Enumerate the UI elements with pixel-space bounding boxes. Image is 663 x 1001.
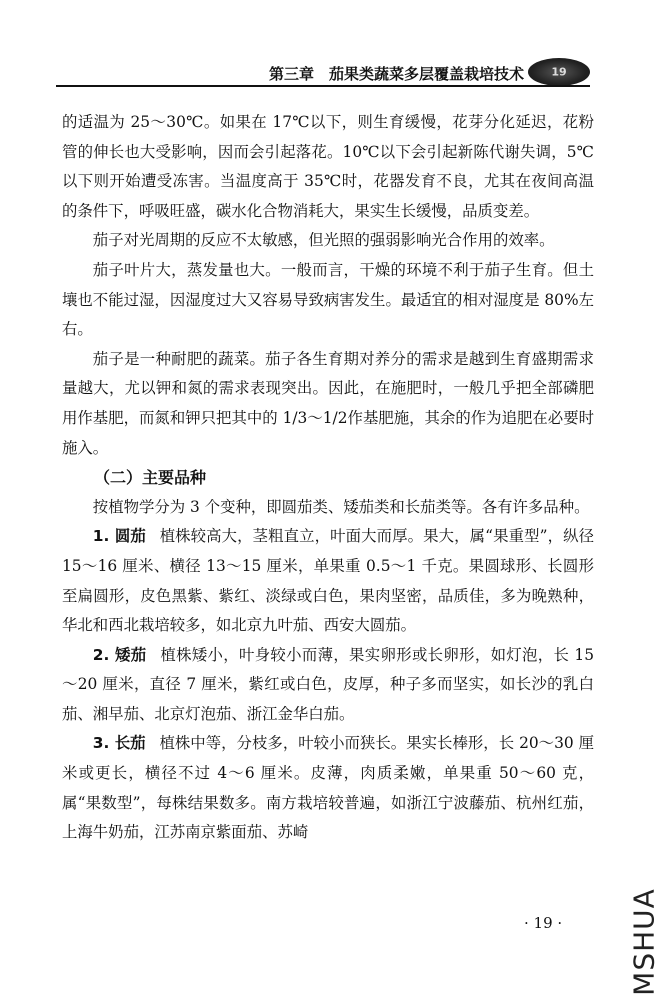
- variety-long-eggplant: [62, 729, 594, 847]
- variety-name: 2. 矮茄: [92, 645, 147, 664]
- variety-name: 3. 长茄: [92, 734, 146, 753]
- running-header: [56, 56, 590, 90]
- section-heading: （二）主要品种: [94, 468, 207, 488]
- variety-text: 植株中等，分枝多，叶较小而狭长。果实长棒形，长 20～30 厘米或更长，横径不过 4～6 厘米。皮薄，肉质柔嫩，单果重 50～60 克，属“果数型”，每株结果数多。南方栽培较普遍，如浙江宁波藤茄、杭州红茄，上海牛奶茄，江苏南京紫面茄、苏崎: [62, 734, 595, 842]
- header-badge-ornament: [528, 58, 590, 86]
- paragraph-varieties-intro: 按植物学分为 3 个变种，即圆茄类、矮茄类和长茄类等。各有许多品种。: [92, 497, 590, 516]
- paragraph-light: 茄子对光周期的反应不太敏感，但光照的强弱影响光合作用的效率。: [92, 231, 555, 250]
- header-rule: [56, 85, 590, 87]
- chapter-title: 第三章 茄果类蔬菜多层覆盖栽培技术: [268, 65, 524, 83]
- paragraph-temperature: 的适温为 25～30℃。如果在 17℃以下，则生育缓慢，花芽分化延迟，花粉管的伸长也大受影响，因而会引起落花。10℃以下会引起新陈代谢失调，5℃以下则开始遭受冻害。当温度高于 35℃时，花器发育不良，尤其在夜间高温的条件下，呼吸旺盛，碳水化合物消耗大，果实生长缓慢，品质变差。: [62, 113, 594, 220]
- header-badge-number: 19: [551, 65, 567, 79]
- variety-dwarf-eggplant: [62, 641, 594, 730]
- variety-round-eggplant: [62, 522, 594, 640]
- variety-name: 1. 圆茄: [92, 527, 146, 546]
- variety-text: 植株较高大，茎粗直立，叶面大而厚。果大，属“果重型”，纵径 15～16 厘米、横径 13～15 厘米，单果重 0.5～1 千克。果圆球形、长圆形至扁圆形，皮色黑紫、紫红、淡绿或白色，果肉坚密，品质佳，多为晚熟种，华北和西北栽培较多，如北京九叶茄、西安大圆茄。: [62, 527, 594, 635]
- watermark-text: MSHUA: [627, 888, 661, 996]
- paragraph-humidity: 茄子叶片大，蒸发量也大。一般而言，干燥的环境不利于茄子生育。但土壤也不能过湿，因湿度过大又容易导致病害发生。最适宜的相对湿度是 80%左右。: [62, 260, 594, 339]
- watermark: [624, 884, 663, 1000]
- paragraph-fertilizer: 茄子是一种耐肥的蔬菜。茄子各生育期对养分的需求是越到生育盛期需求量越大，尤以钾和氮的需求表现突出。因此，在施肥时，一般几乎把全部磷肥用作基肥，而氮和钾只把其中的 1/3～1/2作基肥施，其余的作为追肥在必要时施入。: [62, 349, 594, 457]
- page-body: [62, 108, 594, 848]
- variety-text: 植株矮小，叶身较小而薄，果实卵形或长卵形，如灯泡，长 15～20 厘米，直径 7 厘米，紫红或白色，皮厚，种子多而坚实，如长沙的乳白茄、湘早茄、北京灯泡茄、浙江金华白茄。: [62, 645, 594, 723]
- page-number: · 19 ·: [524, 914, 563, 932]
